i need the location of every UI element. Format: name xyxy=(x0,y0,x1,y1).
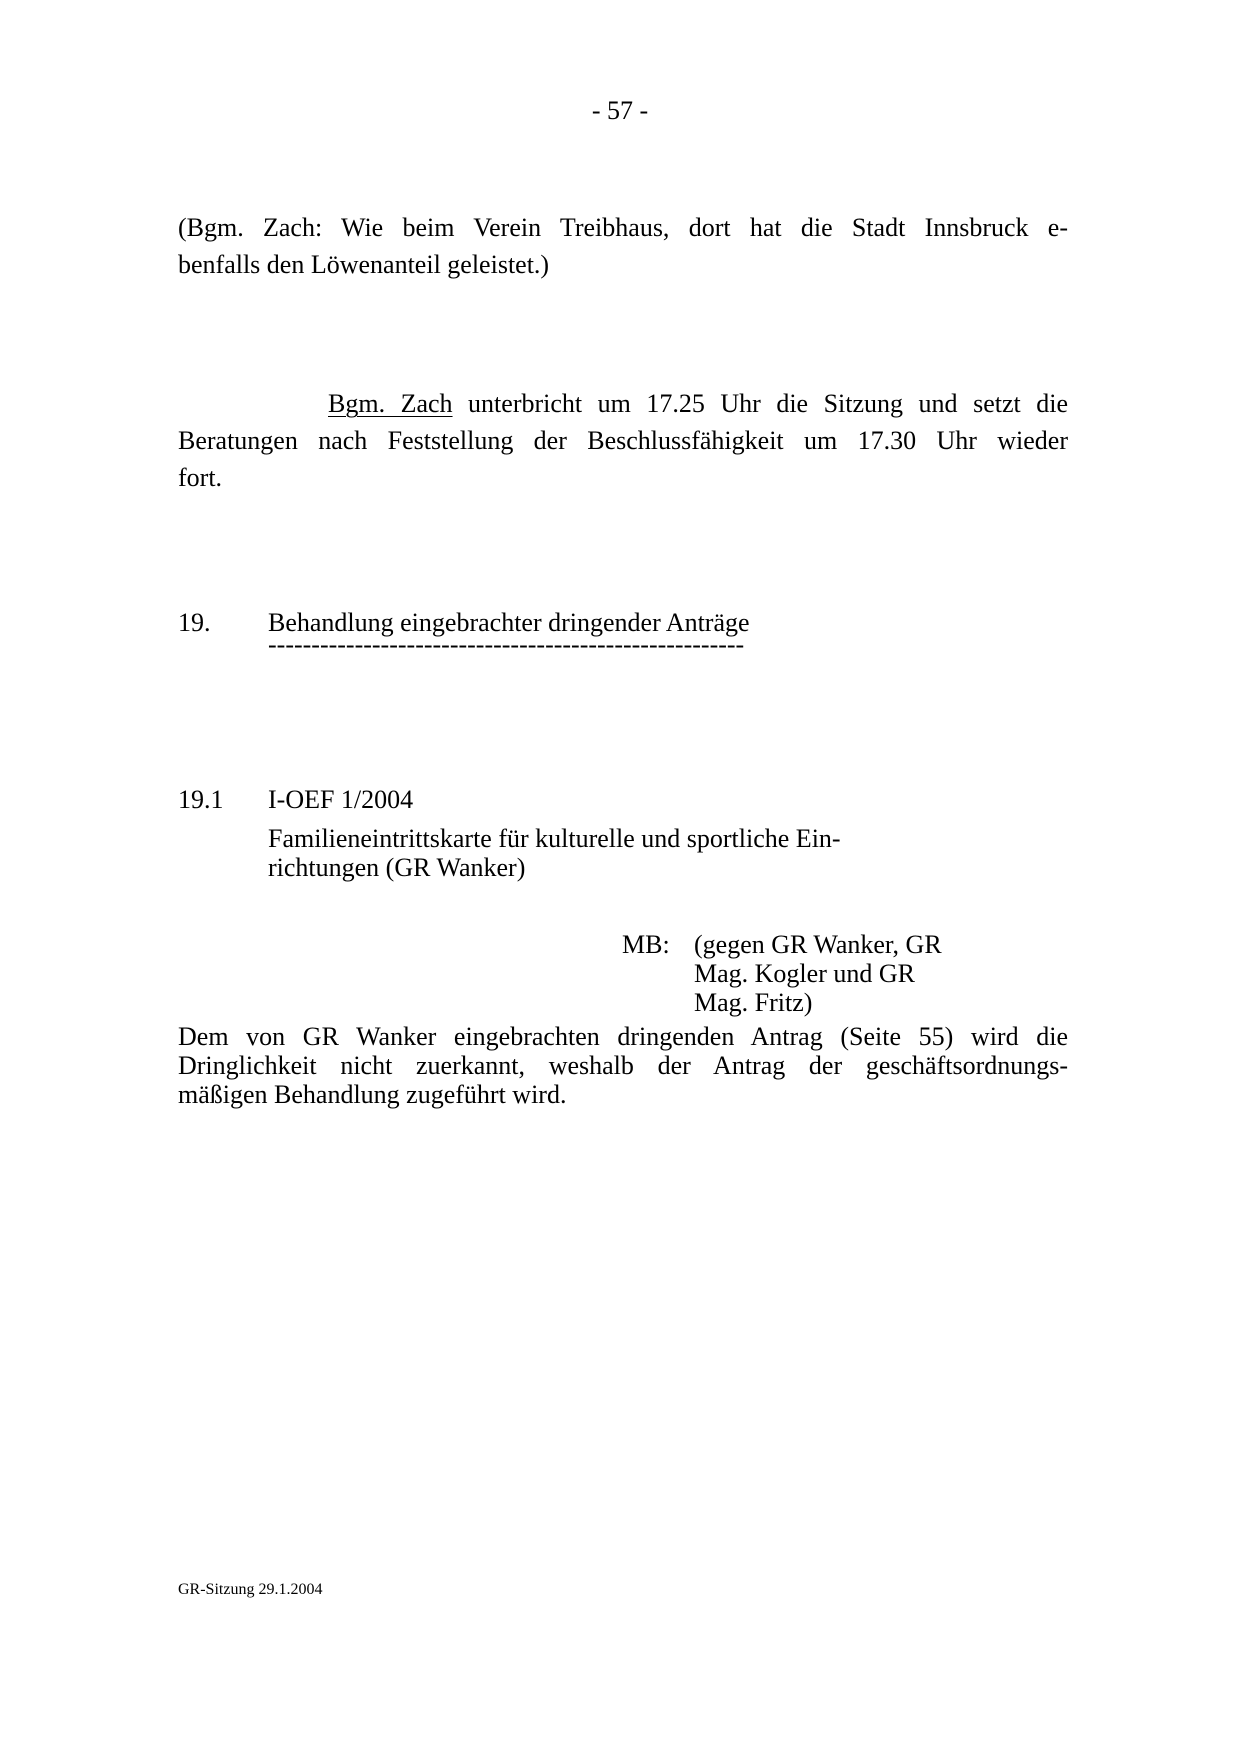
vote-details-line-3: Mag. Fritz) xyxy=(694,988,813,1017)
resolution-line-1: Dem von GR Wanker eingebrachten dringenden Antrag (Seite 55) wird die xyxy=(178,1022,1068,1051)
footer-session-date: GR-Sitzung 29.1.2004 xyxy=(178,1581,323,1598)
vote-details-line-1: (gegen GR Wanker, GR xyxy=(694,930,942,959)
resolution-line-2: Dringlichkeit nicht zuerkannt, weshalb der Antrag der geschäftsordnungs- xyxy=(178,1051,1068,1080)
interjection-line-2: benfalls den Löwenanteil geleistet.) xyxy=(178,250,550,279)
item-description-line-1: Familieneintrittskarte für kulturelle und sportliche Ein- xyxy=(268,824,841,853)
page-number: - 57 - xyxy=(591,96,649,125)
vote-details-line-2: Mag. Kogler und GR xyxy=(694,959,915,988)
interjection-paragraph xyxy=(178,209,1068,283)
resolution-line-3: mäßigen Behandlung zugeführt wird. xyxy=(178,1080,567,1109)
resolution-paragraph xyxy=(178,1022,1068,1109)
item-description-line-2: richtungen (GR Wanker) xyxy=(268,853,526,882)
session-break-paragraph xyxy=(178,385,1068,496)
session-break-line-2: Beratungen nach Feststellung der Beschlussfähigkeit um 17.30 Uhr wieder xyxy=(178,426,1068,455)
speaker-name: Bgm. Zach xyxy=(328,389,453,418)
item-description xyxy=(268,824,918,882)
session-break-line-1 xyxy=(178,385,1068,422)
vote-label: MB: xyxy=(622,930,670,959)
interjection-line-1: (Bgm. Zach: Wie beim Verein Treibhaus, dort hat die Stadt Innsbruck e- xyxy=(178,213,1068,242)
section-title: Behandlung eingebrachter dringender Anträge xyxy=(268,608,750,637)
vote-details xyxy=(694,930,1034,1017)
item-code: I-OEF 1/2004 xyxy=(268,785,414,814)
section-number: 19. xyxy=(178,608,211,637)
section-rule: ------------------------------------------------------- xyxy=(268,632,745,658)
item-number: 19.1 xyxy=(178,785,224,814)
session-break-line-1-rest: unterbricht um 17.25 Uhr die Sitzung und setzt die xyxy=(452,389,1068,418)
session-break-line-3: fort. xyxy=(178,463,223,492)
